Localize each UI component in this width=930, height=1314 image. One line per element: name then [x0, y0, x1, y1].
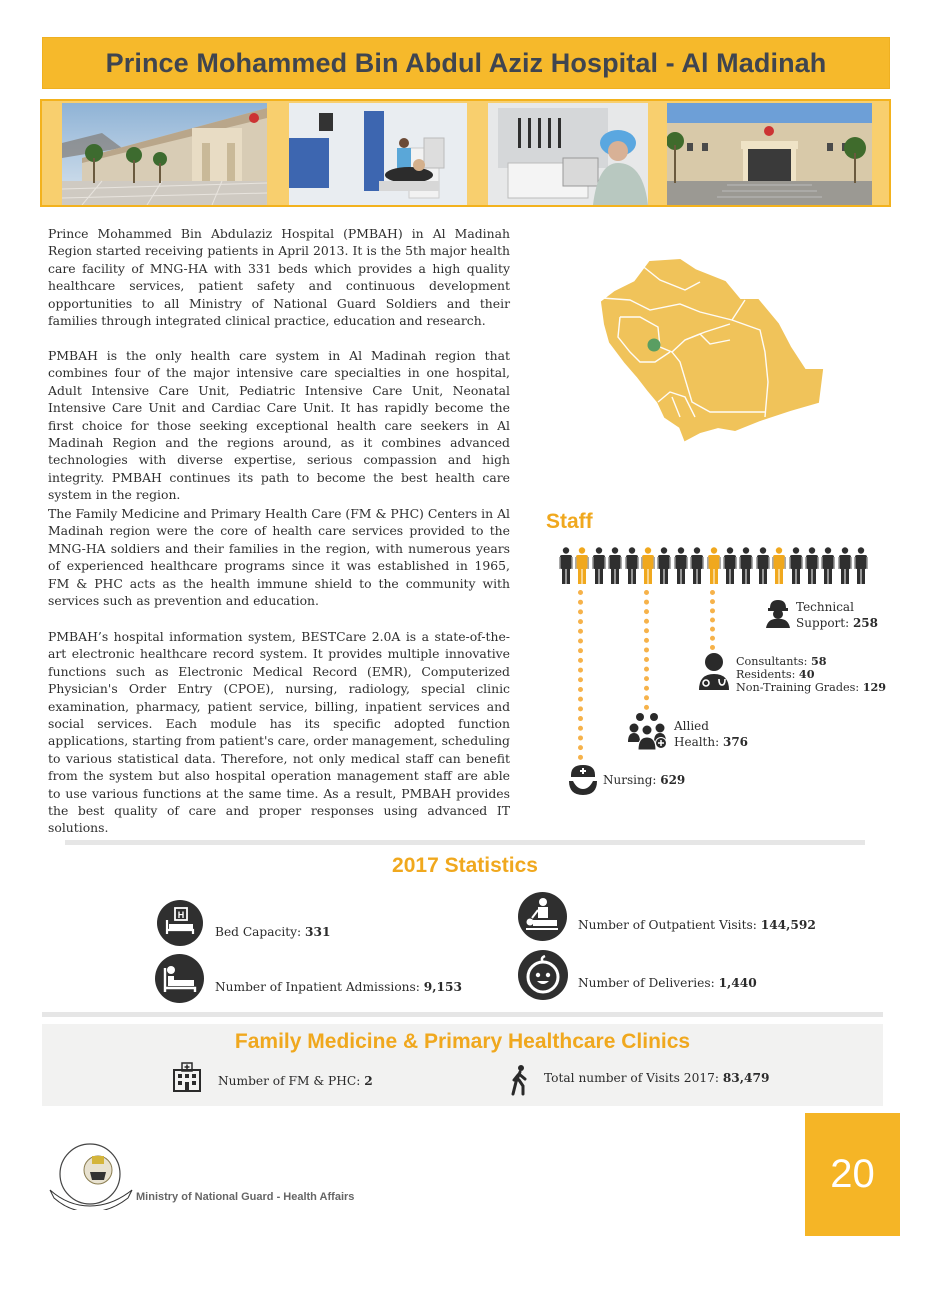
- staff-figure-icon: [756, 547, 770, 585]
- physician-connector: [710, 590, 719, 650]
- staff-figure-icon: [559, 547, 573, 585]
- staff-figure-icon: [854, 547, 868, 585]
- staff-figure-highlighted-icon: [772, 547, 786, 585]
- staff-figure-icon: [789, 547, 803, 585]
- dialysis-ward-photo: [289, 103, 467, 205]
- photo-strip: [40, 99, 891, 207]
- walking-person-icon: [510, 1064, 530, 1096]
- main-entrance-photo: [667, 103, 872, 205]
- inpatient-admissions-stat: Number of Inpatient Admissions: 9,153: [215, 980, 462, 994]
- nursing-connector: [578, 590, 587, 760]
- section-divider: [42, 1012, 883, 1017]
- staff-figure-icon: [805, 547, 819, 585]
- baby-face-icon: [518, 950, 568, 1000]
- svg-text:H: H: [177, 910, 185, 920]
- physicians-label: Consultants: 58 Residents: 40 Non-Training Grades: 129: [736, 654, 887, 694]
- bed-capacity-stat: Bed Capacity: 331: [215, 925, 331, 939]
- staff-figure-icon: [657, 547, 671, 585]
- technician-helmet-icon: [764, 598, 792, 628]
- organization-name: Ministry of National Guard - Health Affairs: [136, 1191, 355, 1203]
- nurse-icon: [567, 763, 599, 795]
- staff-figure-icon: [674, 547, 688, 585]
- staff-figure-icon: [838, 547, 852, 585]
- fm-phc-title: Family Medicine & Primary Healthcare Clinics: [234, 1030, 691, 1053]
- inpatient-bed-icon: [155, 954, 204, 1003]
- mngha-logo: [48, 1138, 138, 1210]
- allied-connector: [644, 590, 653, 710]
- staff-figure-icon: [723, 547, 737, 585]
- fm-phc-visits-stat: Total number of Visits 2017: 83,479: [544, 1071, 770, 1085]
- intensive-care-paragraph: PMBAH is the only health care system in Al Madinah region that combines four of the major intensive care specialties in one hospital, Adult Intensive Care Unit, Pediatric Intensive Care Unit, Neonatal Intensive Care Unit and Cardiac Care Unit. It has rapidly become the first choice for those seeking exceptional health care seekers in Al Madinah Region and the regions around, as it combines advanced technologies with diverse expertise, serious compassion and high integrity. PMBAH continues its path to become the best health care system in the region.: [48, 348, 510, 503]
- group-people-icon: [628, 712, 670, 750]
- hospital-exterior-photo: [62, 103, 267, 205]
- staff-figure-icon: [608, 547, 622, 585]
- staff-figure-highlighted-icon: [575, 547, 589, 585]
- hospital-bed-icon: [157, 900, 203, 946]
- madinah-marker-icon: [648, 339, 661, 352]
- staff-figure-icon: [625, 547, 639, 585]
- staff-figure-icon: [739, 547, 753, 585]
- deliveries-stat: Number of Deliveries: 1,440: [578, 976, 757, 990]
- intro-paragraph: Prince Mohammed Bin Abdulaziz Hospital (PMBAH) in Al Madinah Region started receiving patients in April 2013. It is the 5th major health care facility of MNG-HA with 331 beds which provides a high quality healthcare services, patient safety and continuous development opportunities to all Ministry of National Guard Soldiers and their families through integrated clinical practice, education and research.: [48, 226, 510, 329]
- fm-phc-count-stat: Number of FM & PHC: 2: [218, 1074, 373, 1088]
- technical-support-label: Technical Support: 258: [796, 600, 879, 630]
- fm-phc-paragraph: The Family Medicine and Primary Health Care (FM & PHC) Centers in Al Madinah region were the core of health care services provided to the MNG-HA soldiers and their families in the region, with numerous years of experienced healthcare programs since it was established in 1965, FM & PHC acts as the health immune shield to the community with services such as prevention and education.: [48, 506, 510, 609]
- lab-technician-photo: [488, 103, 648, 205]
- page-title-bar: [42, 37, 890, 89]
- bestcare-paragraph: PMBAH’s hospital information system, BESTCare 2.0A is a state-of-the-art electronic healthcare record system. It provides multiple innovative functions such as Electronic Medical Record (EMR), Computerized Physician's Order Entry (CPOE), nursing, radiology, special clinic examination, pharmacy, patient service, billing, inpatient services and social services. Each module has its specific adopted function applications, starting from patient's care, order management, scheduling to various statistical data. Therefore, not only medical staff can benefit from the system but also hospital operation management staff are able to use various functions at the same time. As a result, PMBAH provides the best quality of care and proper responses using advanced IT solutions.: [48, 629, 510, 836]
- statistics-title: 2017 Statistics: [392, 854, 538, 877]
- doctor-stethoscope-icon: [697, 652, 731, 690]
- allied-health-label: Allied Health: 376: [674, 719, 749, 749]
- outpatient-visits-stat: Number of Outpatient Visits: 144,592: [578, 918, 816, 932]
- clinic-building-icon: [172, 1062, 202, 1092]
- outpatient-exam-icon: [518, 892, 567, 941]
- section-divider: [65, 840, 865, 845]
- page-title: Prince Mohammed Bin Abdul Aziz Hospital - Al Madinah: [105, 47, 827, 78]
- staff-figure-highlighted-icon: [641, 547, 655, 585]
- nursing-label: Nursing: 629: [603, 773, 686, 787]
- saudi-arabia-map: [600, 252, 830, 447]
- staff-title: Staff: [546, 510, 593, 533]
- page-number-badge: [805, 1113, 900, 1236]
- staff-figure-icon: [690, 547, 704, 585]
- staff-figure-highlighted-icon: [707, 547, 721, 585]
- staff-figure-icon: [821, 547, 835, 585]
- staff-figure-icon: [592, 547, 606, 585]
- page-number: 20: [830, 1152, 875, 1196]
